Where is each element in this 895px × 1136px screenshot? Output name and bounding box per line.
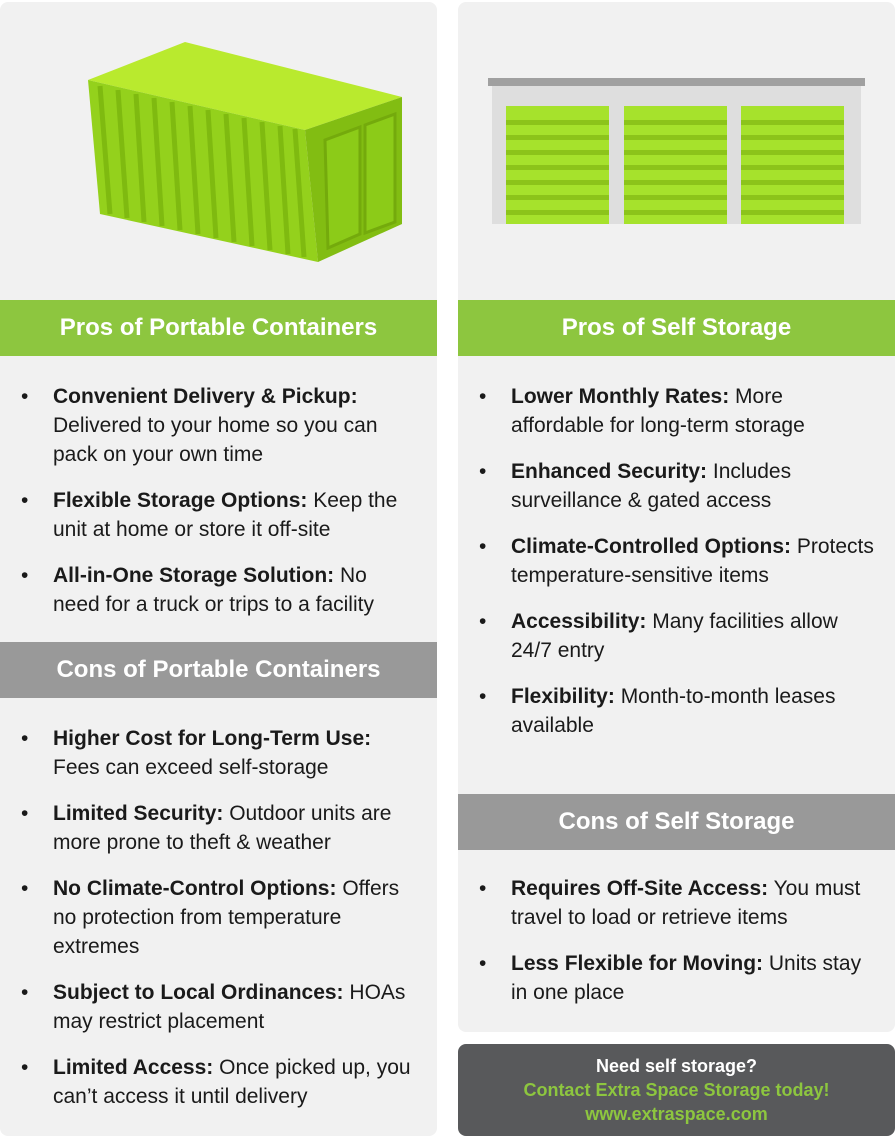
item-description: HOAs may restrict placement — [53, 981, 406, 1033]
item-description: Includes surveillance & gated access — [511, 460, 792, 512]
cons-self-storage-list — [458, 874, 895, 1024]
item-heading: All-in-One Storage Solution: — [53, 564, 335, 587]
item-description: Once picked up, you can’t access it until delivery — [53, 1056, 411, 1108]
list-item — [458, 607, 895, 665]
pros-self-storage-title: Pros of Self Storage — [458, 300, 895, 356]
cta-question: Need self storage? — [595, 1056, 758, 1076]
pros-portable-list — [0, 382, 437, 636]
cons-self-storage-title: Cons of Self Storage — [458, 794, 895, 850]
cta-action-link[interactable]: Contact Extra Space Storage today! — [523, 1080, 830, 1100]
item-heading: Climate-Controlled Options: — [511, 535, 791, 558]
list-item — [458, 874, 895, 932]
item-description: Month-to-month leases available — [511, 685, 836, 737]
item-description: Delivered to your home so you can pack on your own time — [53, 414, 378, 466]
list-item — [0, 978, 437, 1036]
item-heading: Subject to Local Ordinances: — [53, 981, 344, 1004]
item-description: Outdoor units are more prone to theft & weather — [53, 802, 392, 854]
list-item — [458, 382, 895, 440]
list-item — [458, 457, 895, 515]
list-item — [0, 382, 437, 469]
list-item — [458, 682, 895, 740]
cons-portable-title: Cons of Portable Containers — [0, 642, 437, 698]
item-heading: Accessibility: — [511, 610, 647, 633]
item-heading: Enhanced Security: — [511, 460, 708, 483]
cons-portable-list — [0, 724, 437, 1128]
list-item — [0, 486, 437, 544]
item-heading: Flexibility: — [511, 685, 615, 708]
item-heading: Convenient Delivery & Pickup: — [53, 385, 358, 408]
storage-units-icon — [458, 2, 895, 302]
item-description: No need for a truck or trips to a facility — [53, 564, 374, 616]
item-description: Many facilities allow 24/7 entry — [511, 610, 838, 662]
item-description: Keep the unit at home or store it off-site — [53, 489, 398, 541]
item-heading: Lower Monthly Rates: — [511, 385, 730, 408]
shipping-container-icon — [0, 2, 437, 302]
list-item — [0, 1053, 437, 1111]
list-item — [0, 874, 437, 961]
pros-self-storage-list — [458, 382, 895, 757]
list-item — [458, 949, 895, 1007]
item-heading: Limited Security: — [53, 802, 224, 825]
list-item — [458, 532, 895, 590]
item-heading: Limited Access: — [53, 1056, 214, 1079]
item-description: Fees can exceed self-storage — [53, 756, 329, 779]
self-storage-column — [458, 2, 895, 1032]
list-item — [0, 561, 437, 619]
item-heading: Requires Off-Site Access: — [511, 877, 769, 900]
portable-containers-column — [0, 2, 437, 1136]
item-description: You must travel to load or retrieve items — [511, 877, 861, 929]
item-heading: No Climate-Control Options: — [53, 877, 337, 900]
item-heading: Flexible Storage Options: — [53, 489, 308, 512]
item-description: Offers no protection from temperature extremes — [53, 877, 400, 958]
cta-url-link[interactable]: www.extraspace.com — [585, 1104, 768, 1124]
item-heading: Higher Cost for Long-Term Use: — [53, 727, 372, 750]
cta-box[interactable] — [458, 1044, 895, 1136]
list-item — [0, 799, 437, 857]
pros-portable-title: Pros of Portable Containers — [0, 300, 437, 356]
item-description: Protects temperature-sensitive items — [511, 535, 874, 587]
item-heading: Less Flexible for Moving: — [511, 952, 764, 975]
item-description: More affordable for long-term storage — [511, 385, 805, 437]
list-item — [0, 724, 437, 782]
item-description: Units stay in one place — [511, 952, 862, 1004]
